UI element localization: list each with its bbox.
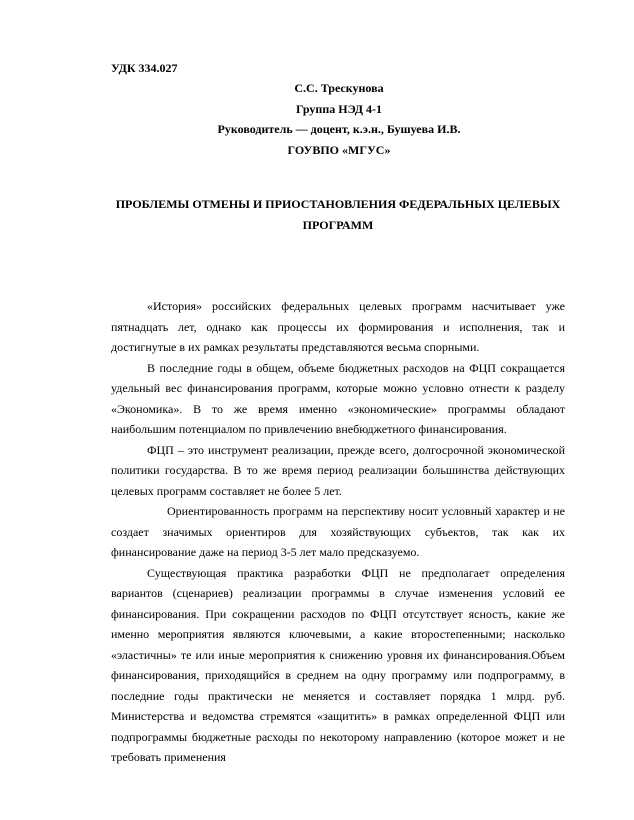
author-name: С.С. Трескунова bbox=[294, 81, 384, 95]
paragraph-2: В последние годы в общем, объеме бюджетных расходов на ФЦП сокращается удельный вес финансирования программ, которые можно условно отнести к разделу «Экономика». В то же время именно «экономические» программы обладают наибольшим потенциалом по привлечению внебюджетного финансирования. bbox=[111, 360, 565, 436]
paragraph-4: Ориентированность программ на перспективу носит условный характер и не создает значимых ориентиров для хозяйствующих субъектов, так как их финансирование даже на период 3-5 лет мало предсказуемо. bbox=[111, 504, 565, 559]
udk-code: УДК 334.027 bbox=[111, 61, 178, 75]
supervisor: Руководитель — доцент, к.э.н., Бушуева И.В. bbox=[217, 122, 461, 136]
title-line-2: ПРОГРАММ bbox=[302, 218, 374, 232]
institution: ГОУВПО «МГУС» bbox=[287, 142, 391, 157]
article-title bbox=[111, 194, 565, 236]
article-body bbox=[111, 296, 565, 768]
title-line-1: ПРОБЛЕМЫ ОТМЕНЫ И ПРИОСТАНОВЛЕНИЯ ФЕДЕРАЛЬНЫХ ЦЕЛЕВЫХ bbox=[115, 197, 561, 211]
author-block bbox=[0, 78, 634, 160]
paragraph-3: ФЦП – это инструмент реализации, прежде всего, долгосрочной экономической политики государства. В то же время период реализации большинства действующих целевых программ составляет не более 5 лет. bbox=[111, 442, 565, 498]
author-group: Группа НЭД 4-1 bbox=[296, 101, 382, 116]
paragraph-5: Существующая практика разработки ФЦП не предполагает определения вариантов (сценариев) реализации программы в случае изменения условий ее финансирования. При сокращении расходов по ФЦП отсутствует ясность, какие же именно мероприятия являются ключевыми, а какие второстепенными; насколько «эластичны» те или иные мероприятия к снижению уровня их финансирования.Объем финансирования, приходящийся в среднем на одну программу или подпрограмму, в последние годы практически не меняется и составляет порядка 1 млрд. руб. Министерства и ведомства стремятся «защитить» в рамках определенной ФЦП или подпрограммы бюджетные расходы по некоторому направлению (которое может и не требовать применения bbox=[111, 565, 565, 764]
paragraph-1: «История» российских федеральных целевых программ насчитывает уже пятнадцать лет, однако как процессы их формирования и исполнения, так и достигнутые в их рамках результаты представляются весьма спорными. bbox=[111, 299, 565, 354]
